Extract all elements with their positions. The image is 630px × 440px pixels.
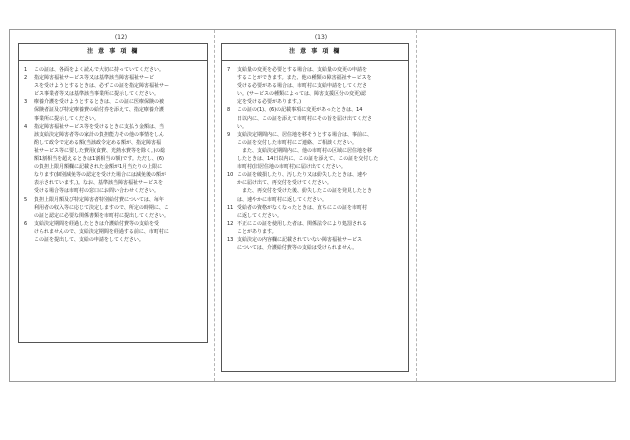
note-line: 利用者の収入等に応じて決定しますので、所定の時期に、こ [34, 204, 169, 211]
notes-list [19, 61, 207, 244]
note-text [237, 131, 403, 171]
note-line: この証を交付した市町村にご連絡、ご相談ください。 [237, 139, 358, 146]
note-item [24, 66, 202, 74]
note-line: ことがあります。 [237, 228, 277, 235]
note-item [227, 220, 403, 236]
note-text [34, 123, 202, 196]
note-line: 指定障害福祉サービス等又は基準該当障害福祉サービ [34, 75, 155, 82]
page-divider-left [214, 30, 215, 381]
note-line: 額1割相当を超えるときは1割相当の額)です。ただし、(6) [34, 156, 164, 163]
note-item [24, 98, 202, 122]
note-line: い。 [237, 123, 248, 130]
note-text [237, 204, 403, 220]
document-sheet [9, 29, 616, 382]
note-text [34, 196, 202, 220]
note-number: 10 [227, 172, 234, 179]
note-number: 13 [227, 236, 234, 243]
note-line: また、再交付を受けた後、紛失したこの証を発見したとき [237, 188, 373, 195]
panel-heading: 注 意 事 項 欄 [222, 44, 408, 61]
note-line: なります(個別減免等の認定を受けた場合には減免後の額が [34, 172, 166, 179]
note-number: 11 [227, 204, 234, 211]
note-text [34, 220, 202, 244]
note-line: 支給量の変更を必要とする場合は、支給量の変更の申請を [237, 67, 368, 73]
note-line: したときは、14日以内に、この証を添えて、この証を交付した [237, 156, 379, 163]
note-line: 支給決定期間内に、居住地を移そうとする場合は、事前に、 [237, 131, 373, 138]
note-number: 4 [24, 123, 28, 130]
note-number: 7 [227, 67, 231, 73]
note-line: 指定障害福祉サービス等を受けるときに支払う金額は、当 [34, 123, 165, 130]
note-line: 市町村(旧居住地の市町村)に届け出てください。 [237, 164, 346, 171]
note-number: 5 [24, 196, 28, 203]
note-number: 12 [227, 220, 234, 227]
note-line: 定を受ける必要があります。) [237, 99, 302, 106]
notes-panel-right [221, 43, 409, 372]
note-line: 受ける場合等は市町村の窓口にお問い合わせください。 [34, 188, 160, 195]
note-item [227, 66, 403, 106]
note-item [227, 106, 403, 130]
note-line: けられませんので、支給決定期間を経過する前に、市町村に [34, 228, 169, 235]
note-line: 支給決定の内容欄に記載されていない障害福祉サービス [237, 236, 363, 243]
note-item [24, 220, 202, 244]
note-text [237, 171, 403, 203]
note-line: この証の(1)、(6)の記載事項に変更があったときは、14 [237, 107, 363, 114]
note-text [237, 66, 403, 106]
note-line: 該支給決定障害者等の家計の負担能力その他の事情をしん [34, 131, 165, 138]
note-line: この証は、各面をよく読んで大切に持っていてください。 [34, 67, 165, 73]
note-line: また、支給決定期間内に、他の市町村の区域に居住地を移 [237, 147, 373, 154]
page-divider-right [416, 30, 417, 381]
note-line: 受ける必要がある場合は、市町村に支給申請をしてくださ [237, 83, 368, 90]
note-line: 表示されています。)。なお、基準該当障害福祉サービスを [34, 180, 164, 187]
note-line: い。(サービスの種類によっては、障害支援区分の変更)認 [237, 91, 366, 98]
note-line: に返してください。 [237, 212, 283, 219]
note-line: 保険者証及び特定療養費の給付券を添えて、指定療養介護 [34, 107, 164, 114]
note-number: 9 [227, 131, 231, 138]
note-line: この証を提出して、支給の申請をしてください。 [34, 236, 144, 243]
note-item [24, 196, 202, 220]
panel-heading: 注 意 事 項 欄 [19, 44, 207, 61]
note-item [24, 123, 202, 196]
note-line: ビス事業者等又は基準該当事業所に提示してください。 [34, 91, 160, 98]
note-number: 6 [24, 220, 28, 227]
note-item [227, 204, 403, 220]
page-number-right: (13) [314, 34, 328, 41]
note-line: については、介護給付費等の支給は受けられません。 [237, 245, 358, 252]
note-line: は、速やかに市町村に返してください。 [237, 196, 328, 203]
note-line: の証と認定に必要な関係書類を市町村に提出してください。 [34, 212, 170, 219]
note-line: 祉サービス等に要した費用(食費、光熱水費等を除く。)の総 [34, 147, 166, 154]
note-text [237, 220, 403, 236]
note-text [237, 236, 403, 252]
note-line: 事業所に提示してください。 [34, 115, 100, 122]
note-line: することができます。また、他の種類の障害福祉サービスを [237, 75, 372, 82]
note-line: 受給者の資格がなくなったときは、直ちにこの証を市町村 [237, 204, 368, 211]
note-text [237, 106, 403, 130]
notes-panel-left [18, 43, 208, 343]
note-item [227, 236, 403, 252]
note-number: 1 [24, 67, 28, 73]
notes-list [222, 61, 408, 252]
note-item [227, 171, 403, 203]
note-number: 8 [227, 107, 231, 114]
note-item [24, 74, 202, 98]
note-line: かに届け出て、再交付を受けてください。 [237, 180, 332, 187]
note-text [34, 74, 202, 98]
note-text [34, 98, 202, 122]
note-line: 不正にこの証を使用した者は、関係法令により処罰される [237, 220, 368, 227]
note-item [227, 131, 403, 171]
note-number: 2 [24, 75, 28, 82]
note-line: 日以内に、この証を添えて市町村にその旨を届け出てくださ [237, 115, 373, 122]
note-line: 支給決定期間を経過したときは介護給付費等の支給を受 [34, 220, 160, 227]
note-line: 酌して政令で定める額(当該政令定める額が、指定障害福 [34, 139, 161, 146]
note-line: この証を破損したり、汚したり又は紛失したときは、速や [237, 172, 368, 179]
note-number: 3 [24, 99, 28, 106]
note-line: の負担上限月額欄に記載された金額が1月当たりの上限に [34, 164, 163, 171]
note-line: スを受けようとするときは、必ずこの証を指定障害福祉サー [34, 83, 170, 90]
note-line: 負担上限月額及び特定障害者特別給付費については、毎年 [34, 196, 164, 203]
page-number-left: (12) [114, 34, 128, 41]
note-text [34, 66, 202, 74]
note-line: 療養介護を受けようとするときは、この証に医療保険の被 [34, 99, 165, 106]
